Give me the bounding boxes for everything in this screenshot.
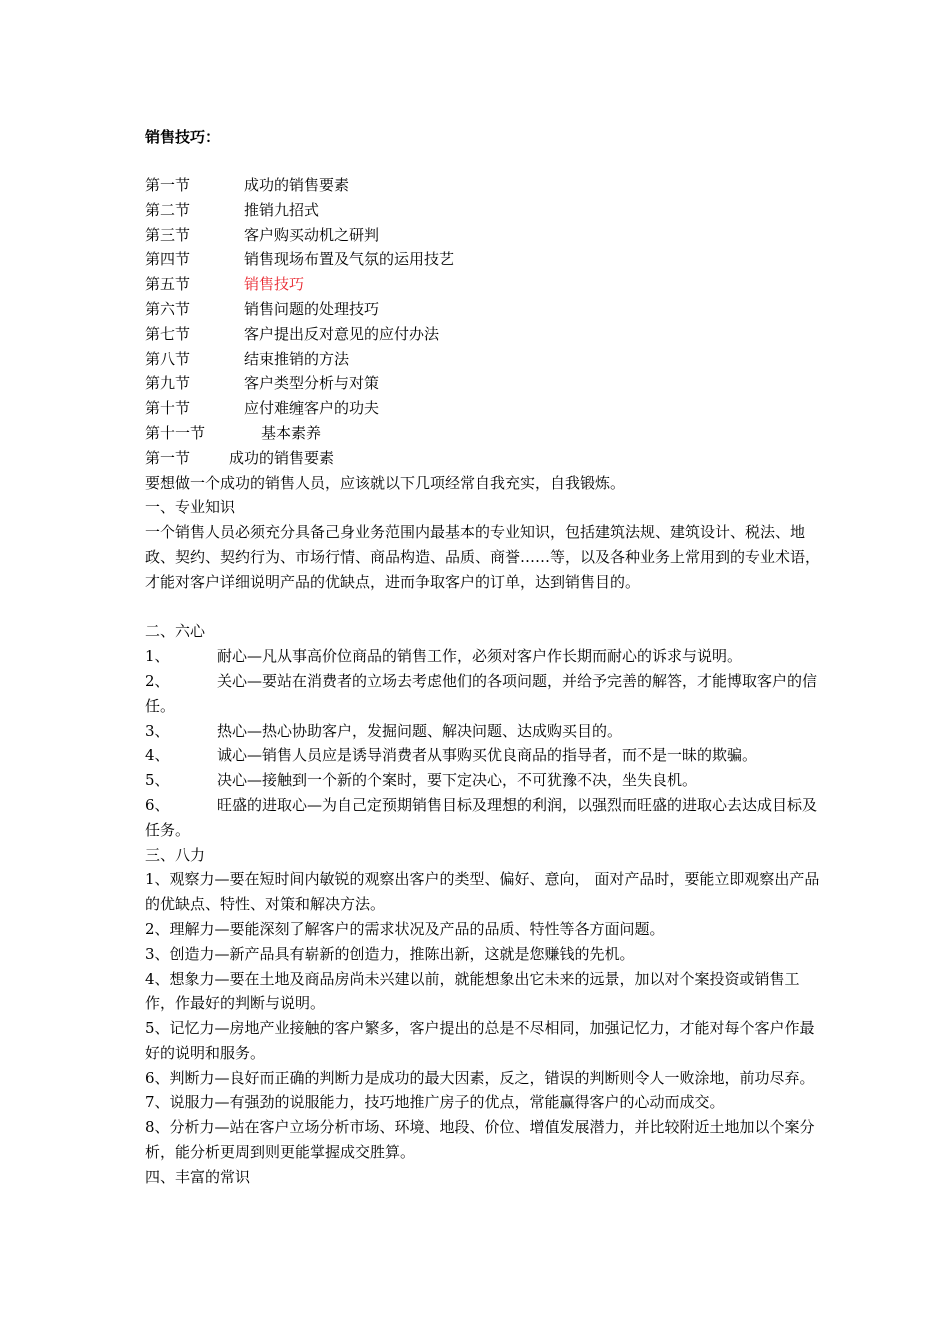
list-item: 2、理解力—要能深刻了解客户的需求状况及产品的品质、特性等各方面问题。 (145, 919, 665, 938)
list-item (145, 743, 825, 768)
section-title: 成功的销售要素 (229, 448, 335, 467)
toc-item-number: 第十节 (145, 399, 191, 418)
part-heading: 一、专业知识 (145, 498, 236, 517)
list-item-text: 诚心—销售人员应是诱导消费者从事购买优良商品的指导者，而不是一昧的欺骗。 (217, 746, 758, 765)
list-item-text: 耐心—凡从事高价位商品的销售工作，必须对客户作长期而耐心的诉求与说明。 (217, 647, 743, 666)
toc-item (145, 421, 825, 446)
toc-item-number: 第七节 (145, 324, 191, 343)
toc-item (145, 223, 825, 248)
list-item: 4、想象力—要在土地及商品房尚未兴建以前，就能想象出它未来的远景，加以对个案投资或销售工作，作最好的判断与说明。 (145, 969, 800, 1013)
part-heading: 三、八力 (145, 845, 206, 864)
toc-item (145, 322, 825, 347)
toc-item-number: 第六节 (145, 299, 191, 318)
toc-item-label: 结束推销的方法 (244, 349, 350, 368)
table-of-contents (145, 173, 825, 446)
list-item: 6、判断力—良好而正确的判断力是成功的最大因素，反之，错误的判断则令人一败涂地，前功尽弃。 (145, 1068, 815, 1087)
list-item (145, 669, 825, 719)
list-item: 1、观察力—要在短时间内敏锐的观察出客户的类型、偏好、意向， 面对产品时，要能立即观察出产品的优缺点、特性、对策和解决方法。 (145, 870, 820, 914)
list-item-text: 关心—要站在消费者的立场去考虑他们的各项问题，并给予完善的解答，才能博取客户的信任。 (145, 671, 818, 715)
list-item (145, 644, 825, 669)
list-item (145, 719, 825, 744)
list-item-number: 4、 (145, 746, 170, 765)
toc-item-label: 销售现场布置及气氛的运用技艺 (244, 250, 455, 269)
toc-item-number: 第十一节 (145, 423, 206, 442)
list-item: 8、分析力—站在客户立场分析市场、环境、地段、价位、增值发展潜力，并比较附近土地加以个案分析，能分析更周到则更能掌握成交胜算。 (145, 1118, 815, 1162)
toc-item (145, 272, 825, 297)
toc-item-number: 第九节 (145, 374, 191, 393)
list-item (145, 768, 825, 793)
part-heading: 二、六心 (145, 622, 206, 641)
part-heading: 四、丰富的常识 (145, 1167, 251, 1186)
list-item-number: 2、 (145, 671, 170, 690)
toc-item-number: 第一节 (145, 176, 191, 194)
list-item-text: 旺盛的进取心—为自己定预期销售目标及理想的利润，以强烈而旺盛的进取心去达成目标及任务。 (145, 795, 818, 839)
toc-item-label: 客户购买动机之研判 (244, 225, 380, 244)
toc-item-number: 第三节 (145, 225, 191, 244)
toc-item-label-highlighted: 销售技巧 (244, 275, 305, 294)
list-item-number: 6、 (145, 795, 170, 814)
section-intro: 要想做一个成功的销售人员，应该就以下几项经常自我充实，自我锻炼。 (145, 473, 626, 492)
toc-item-number: 第五节 (145, 275, 191, 294)
toc-item-label: 成功的销售要素 (244, 176, 350, 194)
list-item-number: 3、 (145, 721, 170, 740)
list-item-number: 1、 (145, 647, 170, 666)
document-page (145, 125, 825, 1190)
list-item: 3、创造力—新产品具有崭新的创造力，推陈出新，这就是您赚钱的先机。 (145, 944, 635, 963)
toc-item (145, 347, 825, 372)
toc-item (145, 173, 825, 198)
toc-item (145, 247, 825, 272)
toc-item-label: 客户提出反对意见的应付办法 (244, 324, 440, 343)
toc-item-number: 第二节 (145, 200, 191, 219)
toc-item-number: 第四节 (145, 250, 191, 269)
toc-item-number: 第八节 (145, 349, 191, 368)
toc-item (145, 198, 825, 223)
toc-item-label: 基本素养 (261, 423, 322, 442)
list-item-text: 决心—接触到一个新的个案时，要下定决心，不可犹豫不决，坐失良机。 (217, 771, 698, 790)
document-title: 销售技巧： (145, 128, 221, 146)
list-item: 5、记忆力—房地产业接触的客户繁多，客户提出的总是不尽相同，加强记忆力，才能对每个客户作最好的说明和服务。 (145, 1019, 815, 1062)
toc-item-label: 销售问题的处理技巧 (244, 299, 380, 318)
section-number: 第一节 (145, 448, 191, 467)
blank-line (145, 595, 825, 620)
toc-item-label: 推销九招式 (244, 200, 320, 219)
toc-item (145, 371, 825, 396)
section-heading (145, 446, 825, 471)
toc-item (145, 396, 825, 421)
toc-item (145, 297, 825, 322)
list-item-number: 5、 (145, 771, 170, 790)
list-item: 7、说服力—有强劲的说服能力，技巧地推广房子的优点，常能赢得客户的心动而成交。 (145, 1093, 725, 1112)
list-item-text: 热心—热心协助客户，发掘问题、解决问题、达成购买目的。 (217, 721, 623, 740)
paragraph: 一个销售人员必须充分具备己身业务范围内最基本的专业知识，包括建筑法规、建筑设计、税法、地政、契约、契约行为、市场行情、商品构造、品质、商誉……等，以及各种业务上常用到的专业术语，才能对客户详细说明产品的优缺点，进而争取客户的订单，达到销售目的。 (145, 523, 821, 591)
toc-item-label: 客户类型分析与对策 (244, 374, 380, 393)
toc-item-label: 应付难缠客户的功夫 (244, 399, 380, 418)
list-item (145, 793, 825, 843)
